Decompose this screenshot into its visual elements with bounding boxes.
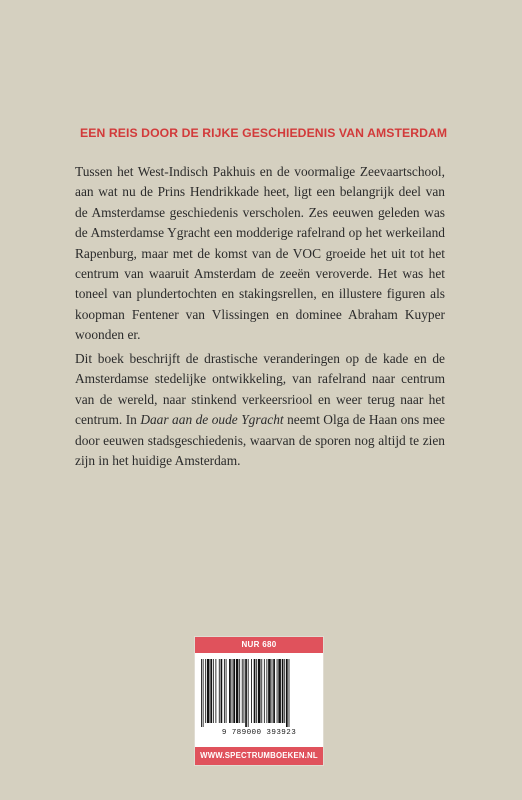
barcode-bar [226, 659, 227, 723]
nur-code: NUR 680 [195, 637, 323, 653]
barcode-bar [236, 659, 239, 723]
barcode-bar [277, 659, 278, 723]
barcode-bar [278, 659, 281, 723]
barcode-bar [242, 659, 243, 723]
barcode-bar [251, 659, 252, 723]
barcode-bar [229, 659, 231, 723]
barcode-bar [264, 659, 265, 723]
barcode-bar [239, 659, 240, 723]
barcode-bar [258, 659, 261, 723]
barcode-bar [254, 659, 256, 723]
barcode-bar [201, 659, 202, 727]
barcode-bar [205, 659, 206, 723]
blurb-paragraph-2-start: Dit boek beschrijft de drastische veranderingen op de kade en de Amsterdamse stedelijke ontwikkeling, van rafelrand naar centrum van de wereld, naar stinkend verkeersriool en weer terug naar het centrum. In [75, 351, 445, 428]
barcode-bar [210, 659, 212, 723]
barcode-bar [261, 659, 262, 723]
publisher-website: WWW.SPECTRUMBOEKEN.NL [195, 747, 323, 765]
barcode-bar [224, 659, 225, 723]
barcode-bar [256, 659, 257, 723]
barcode-bar [248, 659, 249, 727]
barcode-bar [273, 659, 275, 723]
barcode-bar [286, 659, 288, 727]
isbn-number: 9 789000 393923 [221, 729, 297, 737]
barcode-bar [219, 659, 220, 723]
barcode-label [194, 636, 324, 766]
barcode-bar [289, 659, 290, 727]
blurb-paragraph-2-end: neemt Olga de Haan ons mee door eeuwen stadsgeschiedenis, waarvan de sporen nog altijd te zien zijn in het huidige Amsterdam. [75, 412, 445, 469]
barcode-icon [201, 659, 317, 727]
barcode-bar [215, 659, 216, 723]
barcode-bar [245, 659, 247, 727]
barcode-bar [282, 659, 284, 723]
barcode-bar [207, 659, 210, 723]
blurb-paragraph-1: Tussen het West-Indisch Pakhuis en de voormalige Zeevaartschool, aan wat nu de Prins Hendrikkade heet, ligt een belangrijk deel van de Amsterdamse geschiedenis verscholen. Zes eeuwen geleden was de Amsterdamse Ygracht een modderige rafelrand op het werkeiland Rapenburg, maar met de komst van de VOC groeide het uit tot het centrum van waaruit Amsterdam de zeeën veroverde. Het was het toneel van plundertochten en stakingsrellen, en illustere figuren als koopman Fentener van Vlissingen en dominee Abraham Kuyper woonden er. [75, 164, 445, 343]
barcode-bar [244, 659, 245, 723]
book-title-italic: Daar aan de oude Ygracht [140, 412, 284, 428]
barcode-bar [213, 659, 214, 723]
barcode-bar [272, 659, 273, 723]
barcode-bar [266, 659, 267, 723]
blurb-paragraph-2 [75, 349, 445, 471]
barcode-bar [284, 659, 285, 723]
barcode-bar [233, 659, 235, 723]
barcode-bar [221, 659, 223, 723]
barcode-bar [203, 659, 204, 727]
cover-headline: EEN REIS DOOR DE RIJKE GESCHIEDENIS VAN AMSTERDAM [80, 126, 448, 140]
barcode-bar [232, 659, 233, 723]
barcode-bar [268, 659, 271, 723]
